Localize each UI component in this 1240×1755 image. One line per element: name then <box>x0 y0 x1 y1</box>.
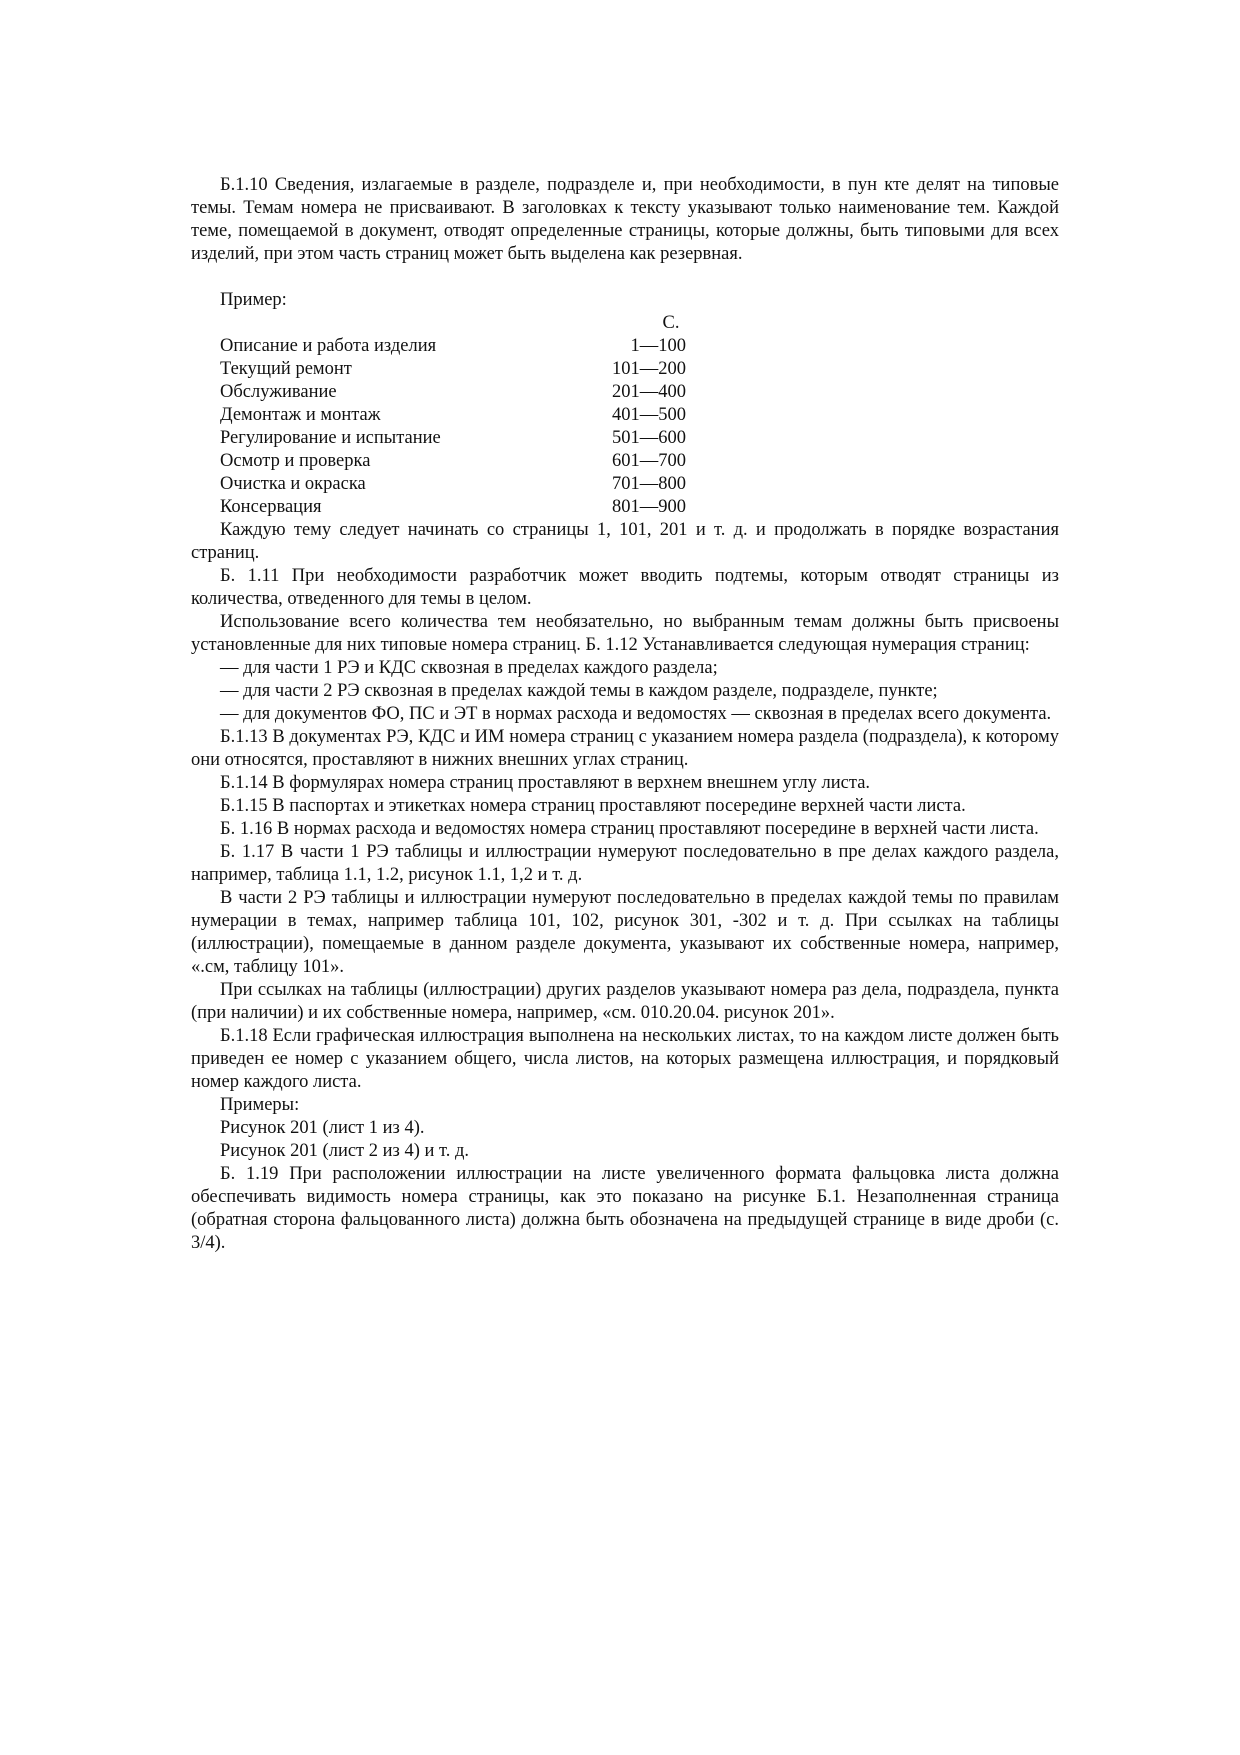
paragraph-b1-14: Б.1.14 В формулярах номера страниц проставляют в верхнем внешнем углу листа. <box>220 773 871 793</box>
topic-name: Регулирование и испытание <box>220 428 441 448</box>
topic-page-range: 801—900 <box>612 497 686 517</box>
topic-page-range: 701—800 <box>612 474 686 494</box>
paragraph-b1-16: Б. 1.16 В нормах расхода и ведомостях номера страниц проставляют посередине в верхней части листа. <box>220 819 1039 839</box>
paragraph-references: При ссылках на таблицы (иллюстрации) других разделов указывают номера раз дела, подраздела, пункта (при наличии) и их собственные номера, например, «см. 010.20.04. рисунок 201». <box>191 980 1059 1023</box>
paragraph-b1-10: Б.1.10 Сведения, излагаемые в разделе, подразделе и, при необходимости, в пун кте делят на типовые темы. Темам номера не присваивают. В заголовках к тексту указывают только наименование тем. Каждой теме, помещаемой в документ, отводят определенные страницы, которые должны, быть типовыми для всех изделий, при этом часть страниц может быть выделена как резервная. <box>191 175 1059 264</box>
topic-row <box>191 450 1059 473</box>
paragraph-each-topic: Каждую тему следует начинать со страницы 1, 101, 201 и т. д. и продолжать в порядке возрастания страниц. <box>191 520 1059 563</box>
example-line: Рисунок 201 (лист 1 из 4). <box>220 1118 425 1138</box>
topic-name: Консервация <box>220 497 322 517</box>
dash-list-item: — для части 1 РЭ и КДС сквозная в пределах каждого раздела; <box>220 658 718 678</box>
topic-name: Осмотр и проверка <box>220 451 371 471</box>
paragraph-b1-17: Б. 1.17 В части 1 РЭ таблицы и иллюстрации нумеруют последовательно в пре делах каждого раздела, например, таблица 1.1, 1.2, рисунок 1.1, 1,2 и т. д. <box>191 842 1059 885</box>
example-line: Рисунок 201 (лист 2 из 4) и т. д. <box>220 1141 470 1161</box>
topic-name: Демонтаж и монтаж <box>220 405 381 425</box>
topic-name: Текущий ремонт <box>220 359 352 379</box>
page-column-header: С. <box>662 313 680 333</box>
examples-label: Примеры: <box>220 1095 300 1115</box>
topic-row <box>191 473 1059 496</box>
paragraph-b1-19: Б. 1.19 При расположении иллюстрации на листе увеличенного формата фальцовка листа должна обеспечивать видимость номера страницы, как это показано на рисунке Б.1. Незаполненная страница (обратная сторона фальцованного листа) должна быть обозначена на предыдущей странице в виде дроби (с. 3/4). <box>191 1164 1059 1253</box>
topic-page-range: 501—600 <box>612 428 686 448</box>
topic-row <box>191 404 1059 427</box>
topic-page-range: 1—100 <box>630 336 686 356</box>
paragraph-b1-13: Б.1.13 В документах РЭ, КДС и ИМ номера страниц с указанием номера раздела (подраздела), к которому они относятся, проставляют в нижних внешних углах страниц. <box>191 727 1059 770</box>
topic-page-range: 401—500 <box>612 405 686 425</box>
dash-list-item: — для части 2 РЭ сквозная в пределах каждой темы в каждом разделе, подразделе, пункте; <box>220 681 938 701</box>
topic-row <box>191 496 1059 519</box>
topic-row <box>191 381 1059 404</box>
paragraph-b1-18: Б.1.18 Если графическая иллюстрация выполнена на нескольких листах, то на каждом листе должен быть приведен ее номер с указанием общего, числа листов, на которых размещена иллюстрация, и порядковый номер каждого листа. <box>191 1026 1059 1092</box>
topic-page-range: 201—400 <box>612 382 686 402</box>
spacer <box>191 266 1059 289</box>
paragraph-usage: Использование всего количества тем необязательно, но выбранным темам должны быть присвоены установленные для них типовые номера страниц. Б. 1.12 Устанавливается следующая нумерация страниц: <box>191 612 1059 655</box>
topic-name: Описание и работа изделия <box>220 336 437 356</box>
topic-page-range: 601—700 <box>612 451 686 471</box>
topic-name: Обслуживание <box>220 382 337 402</box>
dash-list-item: — для документов ФО, ПС и ЭТ в нормах расхода и ведомостях — сквозная в пределах всего документа. <box>220 704 1052 724</box>
paragraph-part2: В части 2 РЭ таблицы и иллюстрации нумеруют последовательно в пределах каждой темы по правилам нумерации в темах, например таблица 101, 102, рисунок 301, -302 и т. д. При ссылках на таблицы (иллюстрации), помещаемые в данном разделе документа, указывают их собственные номера, например, «.см, таблицу 101». <box>191 888 1059 977</box>
example-label: Пример: <box>220 290 287 310</box>
topic-row <box>191 335 1059 358</box>
paragraph-b1-11: Б. 1.11 При необходимости разработчик может вводить подтемы, которым отводят страницы из количества, отведенного для темы в целом. <box>191 566 1059 609</box>
topic-row <box>191 427 1059 450</box>
topic-page-range: 101—200 <box>612 359 686 379</box>
document-page <box>191 174 1059 1255</box>
topic-page-table <box>191 312 1059 519</box>
topic-row <box>191 358 1059 381</box>
topic-name: Очистка и окраска <box>220 474 366 494</box>
paragraph-b1-15: Б.1.15 В паспортах и этикетках номера страниц проставляют посередине верхней части листа. <box>220 796 966 816</box>
